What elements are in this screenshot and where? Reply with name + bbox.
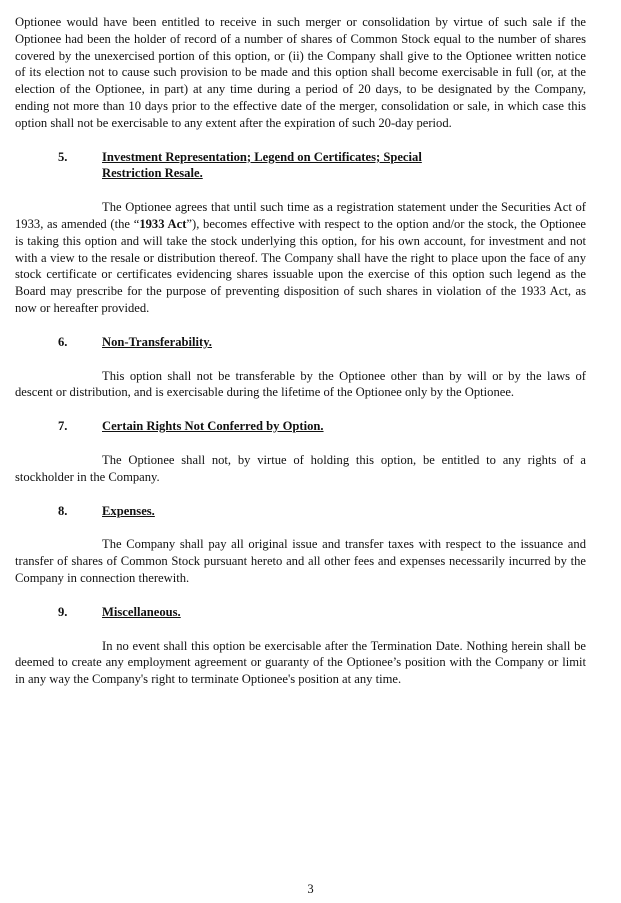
section-body-8: The Company shall pay all original issue and transfer taxes with respect to the issuance and transfer of shares of Common Stock pursuant hereto and all other fees and expenses necessarily incurred by the Company in connection therewith. [15,537,586,585]
continuation-paragraph: Optionee would have been entitled to receive in such merger or consolidation by virtue of such sale if the Optionee had been the holder of record of a number of shares of Common Stock equal to the number of shares covered by the unexercised portion of this option, or (ii) the Company shall give to the Optionee written notice of its election not to cause such provision to be made and this option shall become exercisable in full (or, at the election of the Optionee, in part) at any time during a period of 20 days, to be designated by the Company, ending not more than 10 days prior to the effective date of the merger, consolidation or sale, in which case this option shall not be exercisable to any extent after the expiration of such 20-day period. [15,15,586,130]
section-number: 9. [58,604,68,619]
section-title: Miscellaneous. [102,604,181,619]
section-body-5 [15,199,586,317]
body-text-part: The Optionee agrees that until such time as a registration statement under the Securities Act of 1933, as amended (the “ [15,200,586,231]
body-text-part: ”), becomes effective with respect to the option and/or the stock, the Optionee is taking this option and will take the stock underlying this option, for his own account, for investment and not with a view to the resale or distribution thereof. The Company shall have the right to place upon the face of any stock certificate or certificates evidencing shares issuable upon the exercise of this option such legend as the Board may prescribe for the purpose of preventing disposition of such shares in violation of the 1933 Act, as now or hereafter provided. [15,216,587,315]
section-number: 7. [58,419,68,434]
section-body-9: In no event shall this option be exercisable after the Termination Date. Nothing herein shall be deemed to create any employment agreement or guaranty of the Optionee’s position with the Company or limit in any way the Company's right to terminate Optionee's position at any time. [15,638,586,687]
section-body-7: The Optionee shall not, by virtue of holding this option, be entitled to any rights of a stockholder in the Company. [15,452,586,484]
section-title: Certain Rights Not Conferred by Option. [102,419,324,434]
section-heading-9 [15,604,586,621]
section-heading-8 [15,503,586,520]
section-heading-6 [15,334,586,351]
section-number: 6. [58,334,68,349]
document-page [15,14,586,688]
page-number: 3 [307,882,314,896]
section-heading-7 [15,418,586,435]
section-number: 5. [58,149,68,164]
section-number: 8. [58,503,68,518]
section-title: Investment Representation; Legend on Certificates; Special Restriction Resale. [102,149,422,181]
section-title: Non-Transferability. [102,334,212,349]
section-title: Expenses. [102,503,155,518]
defined-term: 1933 Act [139,216,187,231]
section-body-6: This option shall not be transferable by the Optionee other than by will or by the laws of descent or distribution, and is exercisable during the lifetime of the Optionee only by the Optionee. [15,368,586,400]
section-heading-5 [15,149,586,183]
